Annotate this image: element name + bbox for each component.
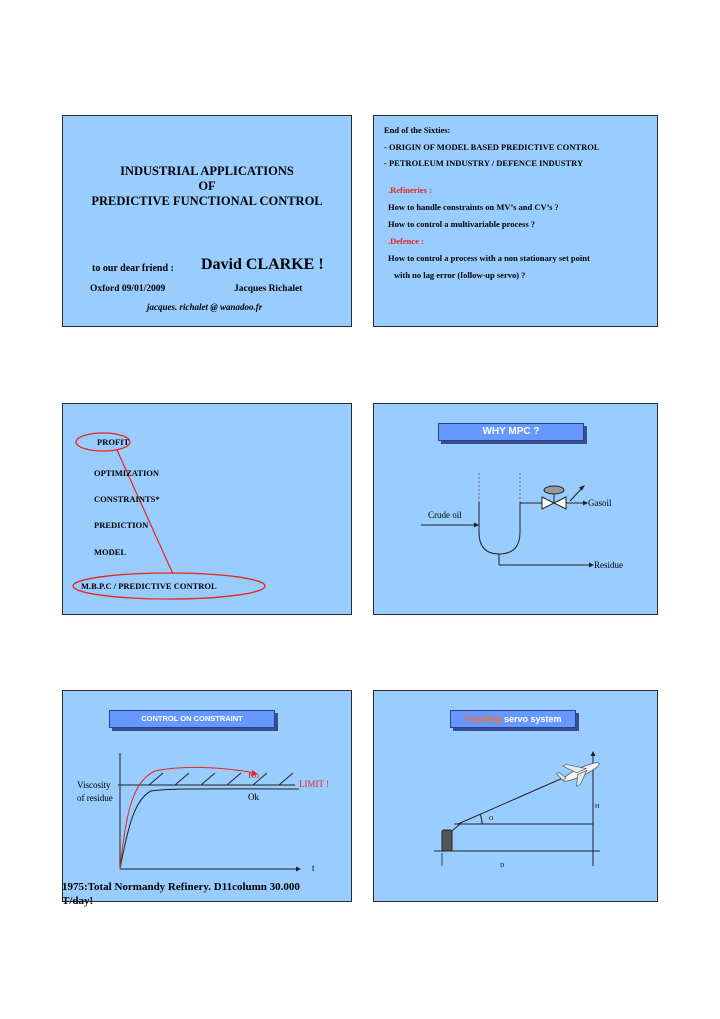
- defence-question-1: How to control a process with a non stationary set point: [388, 253, 590, 263]
- hierarchy-item-profit: PROFIT: [97, 437, 130, 447]
- radar-barrel: [452, 824, 460, 831]
- tracking-title-rest: servo system: [501, 714, 562, 724]
- distance-label: D: [500, 863, 505, 869]
- dedication-prefix: to our dear friend :: [92, 263, 174, 274]
- dedication-name: David CLARKE !: [201, 256, 324, 273]
- hierarchy-item-prediction: PREDICTION: [94, 520, 149, 530]
- crude-oil-arrowhead: [474, 523, 479, 528]
- slide-why-mpc: [373, 403, 658, 615]
- limit-label: LIMIT !: [299, 779, 330, 789]
- valve-actuator: [544, 486, 564, 494]
- line-of-sight: [458, 774, 572, 824]
- gasoil-label: Gasoil: [588, 498, 612, 508]
- hierarchy-item-mbpc: M.B.P.C / PREDICTIVE CONTROL: [81, 581, 217, 591]
- hierarchy-item-model: MODEL: [94, 547, 127, 557]
- ok-label: Ok: [248, 792, 259, 802]
- distillation-column: [479, 502, 520, 554]
- origin-line-3: - PETROLEUM INDUSTRY / DEFENCE INDUSTRY: [384, 158, 584, 168]
- origin-line-1: End of the Sixties:: [384, 125, 451, 135]
- defence-label: .Defence :: [388, 236, 424, 246]
- tracking-title-highlight: Tracking: [464, 714, 502, 724]
- author: Jacques Richalet: [234, 284, 303, 294]
- y-axis-label-line-2: of residue: [77, 793, 113, 803]
- refineries-question-1: How to handle constraints on MV’s and CV’s ?: [388, 202, 559, 212]
- valve-icon: [542, 497, 554, 509]
- title-line-2: OF: [198, 179, 216, 193]
- slide-title: [62, 115, 352, 327]
- slide-tracking-servo: [373, 690, 658, 902]
- y-axis-label-line-1: Viscosity: [77, 780, 111, 790]
- refineries-label: .Refineries :: [388, 185, 432, 195]
- refinery-caption: 1975:Total Normandy Refinery. D11column 30.000 T/day!: [62, 881, 300, 907]
- defence-question-2: with no lag error (follow-up servo) ?: [394, 270, 526, 280]
- title-line-1: INDUSTRIAL APPLICATIONS: [120, 164, 294, 178]
- x-axis-label: t: [312, 863, 315, 873]
- refineries-question-2: How to control a multivariable process ?: [388, 219, 536, 229]
- place-date: Oxford 09/01/2009: [90, 284, 166, 294]
- limit-hatching: [149, 773, 293, 785]
- radar-station-icon: [442, 830, 452, 851]
- ok-response-curve: [120, 789, 299, 869]
- ko-response-curve: [120, 767, 255, 869]
- email: jacques. richalet @ wanadoo.fr: [147, 302, 263, 312]
- tracking-diagram: [374, 691, 659, 903]
- residue-label: Residue: [594, 560, 623, 570]
- hierarchy-item-constraints: CONSTRAINTS*: [94, 494, 160, 504]
- constraint-title-box: CONTROL ON CONSTRAINT: [109, 710, 275, 728]
- slide-control-on-constraint: [62, 690, 352, 902]
- origin-line-2: - ORIGIN OF MODEL BASED PREDICTIVE CONTROL: [384, 142, 600, 152]
- slide-hierarchy: [62, 403, 352, 615]
- angle-label: O: [489, 816, 494, 822]
- why-mpc-title-box: WHY MPC ?: [438, 423, 584, 441]
- height-label: H: [595, 804, 600, 810]
- title-line-3: PREDICTIVE FUNCTIONAL CONTROL: [91, 194, 323, 208]
- hierarchy-item-optimization: OPTIMIZATION: [94, 468, 160, 478]
- airplane-icon: [555, 752, 604, 792]
- slide-origin: [373, 115, 658, 327]
- crude-oil-label: Crude oil: [428, 510, 462, 520]
- angle-arc: [480, 814, 482, 824]
- refinery-diagram: [374, 404, 659, 616]
- ko-label: Ko: [248, 770, 259, 780]
